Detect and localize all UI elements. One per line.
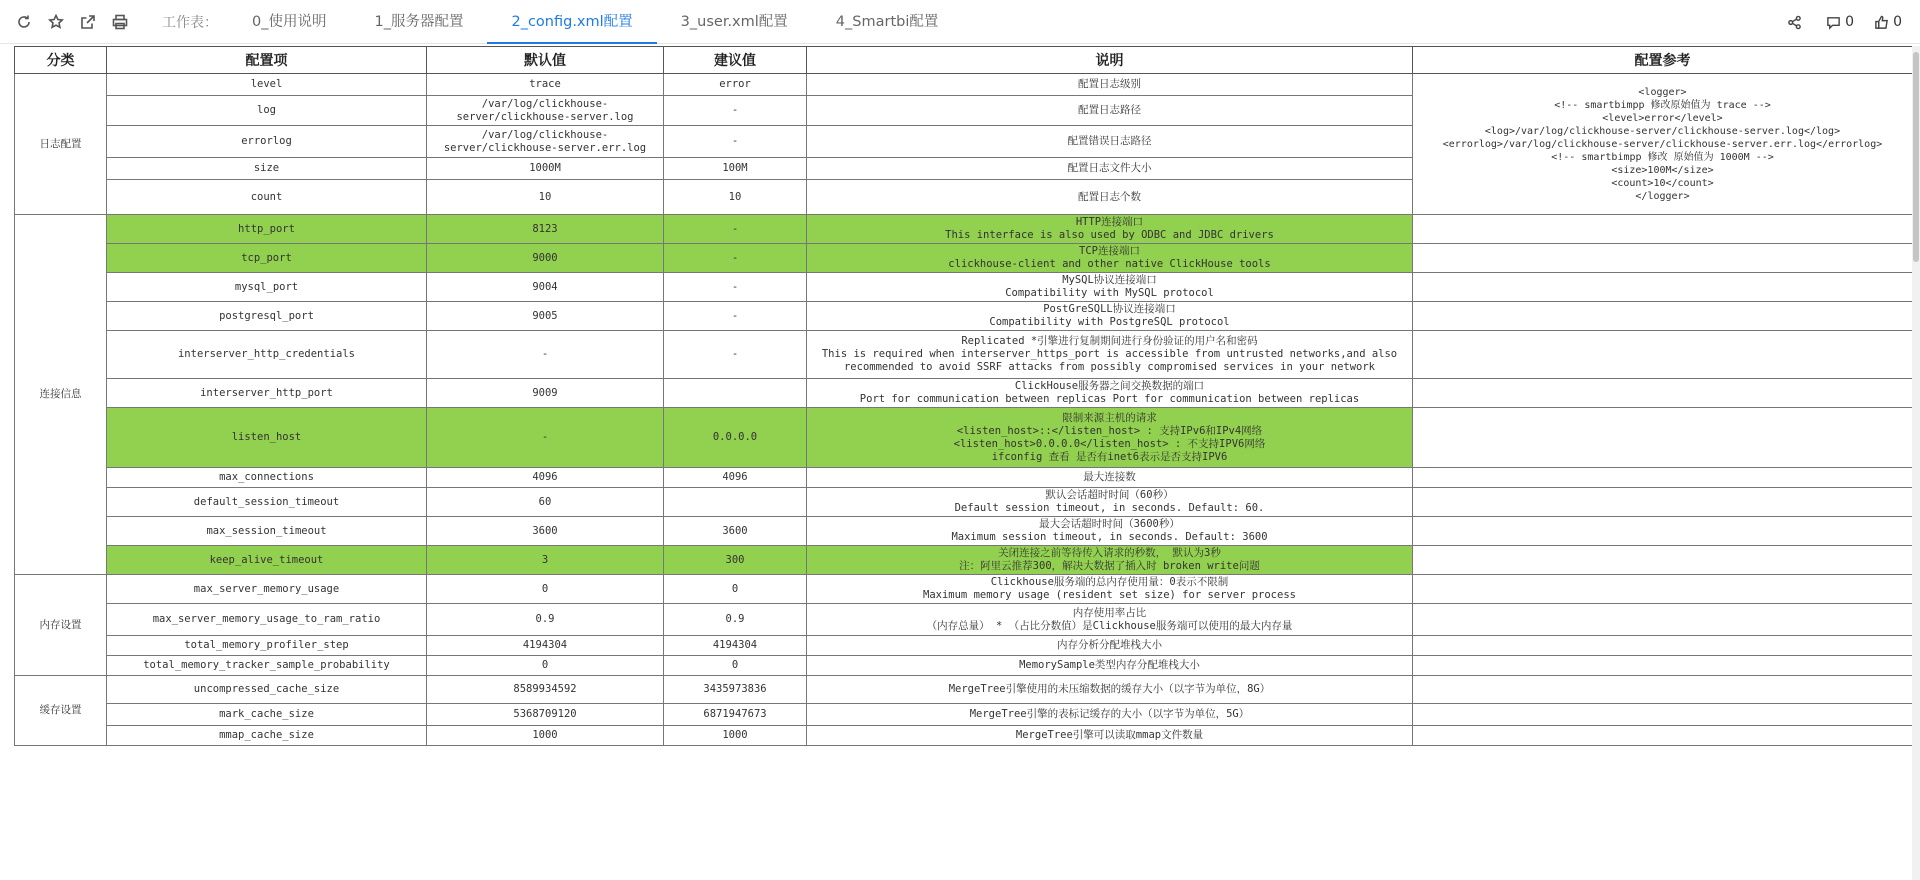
share-button[interactable] [1787, 15, 1806, 30]
suggested-cell[interactable]: - [664, 302, 807, 331]
description-line: PostGreSQLL协议连接端口 [1043, 303, 1176, 315]
description-line: （内存总量） * （占比分数值）是Clickhouse服务端可以使用的最大内存量 [926, 619, 1293, 632]
reference-cell[interactable] [1413, 331, 1913, 379]
thumbs-up-icon [1874, 15, 1889, 30]
comment-count: 0 [1845, 14, 1855, 30]
description-cell[interactable] [807, 488, 1413, 517]
header-reference: 配置参考 [1413, 47, 1913, 74]
description-line: Default session timeout, in seconds. Default: 60. [954, 502, 1265, 514]
description-line: 配置错误日志路径 [1067, 135, 1152, 147]
config-table [14, 46, 1912, 746]
table-row [15, 726, 1913, 746]
description-cell[interactable] [807, 74, 1413, 96]
item-cell[interactable]: interserver_http_credentials [107, 331, 427, 379]
spreadsheet[interactable] [14, 46, 1912, 880]
table-row [15, 379, 1913, 408]
reference-xml: <logger> <!-- smartbimpp 修改原始值为 trace --> <level>error</level> <log>/var/log/clickhouse-server/clickhouse-server.log</log> <errorlog>/var/log/clickhouse-server/clickhouse-server.err.log</errorlog> <!-- smartbimpp 修改 原始值为 1000M --> <size>100M</size> <count>10</count> </logger> [1442, 86, 1883, 202]
open-external-icon[interactable] [78, 12, 98, 32]
description-line: 配置日志个数 [1078, 190, 1141, 203]
description-line: 注：阿里云推荐300，解决大数据了插入时 broken write问题 [959, 560, 1260, 572]
description-cell[interactable] [807, 575, 1413, 604]
default-cell[interactable]: 4096 [427, 468, 664, 488]
share-icon [1787, 15, 1802, 30]
tab-server-config[interactable]: 1_服务器配置 [374, 13, 464, 30]
reference-cell[interactable] [1413, 302, 1913, 331]
description-cell[interactable] [807, 379, 1413, 408]
description-line: 内存分析分配堆栈大小 [1057, 639, 1162, 651]
default-cell[interactable]: /var/log/clickhouse-server/clickhouse-server.err.log [427, 126, 664, 158]
default-cell[interactable]: 1000 [427, 726, 664, 746]
description-line: MergeTree引擎可以读取mmap文件数量 [1015, 729, 1204, 741]
reference-cell[interactable] [1413, 244, 1913, 273]
default-cell[interactable]: 0 [427, 575, 664, 604]
item-cell[interactable]: mysql_port [107, 273, 427, 302]
description-cell[interactable] [807, 126, 1413, 158]
item-cell[interactable]: tcp_port [107, 244, 427, 273]
tab-smartbi-config[interactable]: 4_Smartbi配置 [835, 13, 939, 30]
reference-cell[interactable] [1413, 273, 1913, 302]
description-cell[interactable] [807, 302, 1413, 331]
default-cell[interactable]: 5368709120 [427, 704, 664, 726]
description-cell[interactable] [807, 726, 1413, 746]
default-cell[interactable]: 3 [427, 546, 664, 575]
default-cell[interactable]: 0.9 [427, 604, 664, 636]
suggested-cell[interactable]: error [664, 74, 807, 96]
table-row [15, 704, 1913, 726]
tab-usage[interactable]: 0_使用说明 [252, 13, 327, 30]
reference-cell[interactable] [1413, 676, 1913, 704]
table-row [15, 546, 1913, 575]
suggested-cell[interactable] [664, 379, 807, 408]
suggested-cell[interactable]: - [664, 215, 807, 244]
item-cell[interactable]: size [107, 158, 427, 180]
description-cell[interactable] [807, 158, 1413, 180]
header-suggested: 建议值 [664, 47, 807, 74]
reference-cell[interactable] [1413, 408, 1913, 468]
default-cell[interactable]: 60 [427, 488, 664, 517]
reference-cell[interactable] [1413, 379, 1913, 408]
header-description: 说明 [807, 47, 1413, 74]
default-cell[interactable]: trace [427, 74, 664, 96]
suggested-cell[interactable]: 0.0.0.0 [664, 408, 807, 468]
suggested-cell[interactable]: 300 [664, 546, 807, 575]
item-cell[interactable]: max_server_memory_usage [107, 575, 427, 604]
table-row [15, 676, 1913, 704]
tab-user-xml[interactable]: 3_user.xml配置 [680, 13, 788, 30]
table-row [15, 468, 1913, 488]
toolbar-icons [0, 12, 136, 32]
item-cell[interactable]: count [107, 180, 427, 215]
description-cell[interactable] [807, 331, 1413, 379]
description-line: 默认会话超时时间（60秒） [1045, 489, 1174, 501]
suggested-cell[interactable]: - [664, 244, 807, 273]
description-line: Compatibility with MySQL protocol [1005, 287, 1214, 299]
description-line: 最大连接数 [1083, 471, 1136, 483]
description-cell[interactable] [807, 408, 1413, 468]
table-row [15, 74, 1913, 96]
item-cell[interactable]: errorlog [107, 126, 427, 158]
suggested-cell[interactable]: 3600 [664, 517, 807, 546]
default-cell[interactable]: 1000M [427, 158, 664, 180]
description-cell[interactable] [807, 546, 1413, 575]
scrollbar-thumb[interactable] [1913, 52, 1919, 262]
suggested-cell[interactable]: 3435973836 [664, 676, 807, 704]
default-cell[interactable]: 8589934592 [427, 676, 664, 704]
description-cell[interactable] [807, 604, 1413, 636]
description-cell[interactable] [807, 704, 1413, 726]
description-line: MySQL协议连接端口 [1062, 274, 1157, 286]
like-button[interactable] [1874, 14, 1902, 30]
item-cell[interactable]: default_session_timeout [107, 488, 427, 517]
reference-cell[interactable] [1413, 468, 1913, 488]
table-row [15, 575, 1913, 604]
item-cell[interactable]: mmap_cache_size [107, 726, 427, 746]
table-row [15, 517, 1913, 546]
item-cell[interactable]: total_memory_tracker_sample_probability [107, 656, 427, 676]
item-cell[interactable]: uncompressed_cache_size [107, 676, 427, 704]
vertical-scrollbar[interactable] [1912, 46, 1920, 880]
description-line: Replicated *引擎进行复制期间进行身份验证的用户名和密码 [961, 335, 1258, 347]
description-line: 配置日志文件大小 [1067, 162, 1152, 174]
suggested-cell[interactable]: 10 [664, 180, 807, 215]
description-line: MergeTree引擎使用的未压缩数据的缓存大小（以字节为单位，8G） [948, 683, 1271, 695]
reference-cell[interactable] [1413, 604, 1913, 636]
reference-cell[interactable] [1413, 636, 1913, 656]
suggested-cell[interactable]: 1000 [664, 726, 807, 746]
category-cell[interactable]: 缓存设置 [15, 676, 107, 746]
description-cell[interactable] [807, 636, 1413, 656]
description-cell[interactable] [807, 517, 1413, 546]
description-line: Maximum session timeout, in seconds. Default: 3600 [951, 531, 1268, 543]
description-cell[interactable] [807, 273, 1413, 302]
item-cell[interactable]: max_session_timeout [107, 517, 427, 546]
table-row [15, 244, 1913, 273]
default-cell[interactable]: /var/log/clickhouse-server/clickhouse-server.log [427, 96, 664, 126]
item-cell[interactable]: total_memory_profiler_step [107, 636, 427, 656]
default-cell[interactable]: 9000 [427, 244, 664, 273]
suggested-cell[interactable]: - [664, 96, 807, 126]
description-cell[interactable] [807, 676, 1413, 704]
right-tools [1767, 0, 1902, 44]
reference-cell[interactable] [1413, 517, 1913, 546]
default-cell[interactable]: 10 [427, 180, 664, 215]
reference-cell[interactable] [1413, 215, 1913, 244]
description-line: Port for communication between replicas Port for communication between replicas [859, 393, 1360, 405]
description-line: This interface is also used by ODBC and JDBC drivers [945, 229, 1274, 241]
suggested-cell[interactable]: 0 [664, 575, 807, 604]
item-cell[interactable]: interserver_http_port [107, 379, 427, 408]
sheet-label: 工作表： [162, 14, 218, 31]
reference-cell[interactable] [1413, 488, 1913, 517]
table-row [15, 408, 1913, 468]
comment-icon [1826, 15, 1841, 30]
default-cell[interactable]: 3600 [427, 517, 664, 546]
table-row [15, 488, 1913, 517]
print-icon[interactable] [110, 12, 130, 32]
description-line: 配置日志级别 [1078, 78, 1141, 90]
description-line: MemorySample类型内存分配堆栈大小 [1019, 659, 1200, 671]
default-cell[interactable]: 8123 [427, 215, 664, 244]
category-cell[interactable]: 内存设置 [15, 575, 107, 676]
reference-cell[interactable] [1413, 726, 1913, 746]
header-default: 默认值 [427, 47, 664, 74]
description-line: 限制来源主机的请求 [1062, 411, 1157, 424]
description-line: MergeTree引擎的表标记缓存的大小（以字节为单位，5G） [969, 708, 1250, 720]
sheet-tabs [228, 0, 962, 44]
suggested-cell[interactable]: 100M [664, 158, 807, 180]
description-cell[interactable] [807, 215, 1413, 244]
suggested-cell[interactable]: - [664, 331, 807, 379]
table-row [15, 656, 1913, 676]
default-cell[interactable]: - [427, 331, 664, 379]
item-cell[interactable]: http_port [107, 215, 427, 244]
table-row [15, 215, 1913, 244]
item-cell[interactable]: listen_host [107, 408, 427, 468]
description-line: 关闭连接之前等待传入请求的秒数， 默认为3秒 [998, 547, 1221, 559]
description-line: This is required when interserver_https_port is accessible from untrusted networks,and also [821, 348, 1398, 360]
table-row [15, 302, 1913, 331]
suggested-cell[interactable]: - [664, 126, 807, 158]
description-line: ifconfig 查看 是否有inet6表示是否支持IPV6 [991, 450, 1228, 463]
description-line: 配置日志路径 [1078, 104, 1141, 116]
default-cell[interactable]: 9009 [427, 379, 664, 408]
default-cell[interactable]: 9005 [427, 302, 664, 331]
description-line: Compatibility with PostgreSQL protocol [989, 316, 1230, 328]
default-cell[interactable]: 9004 [427, 273, 664, 302]
item-cell[interactable]: mark_cache_size [107, 704, 427, 726]
item-cell[interactable]: postgresql_port [107, 302, 427, 331]
item-cell[interactable]: level [107, 74, 427, 96]
reference-cell[interactable] [1413, 74, 1913, 215]
table-row [15, 331, 1913, 379]
comment-button[interactable] [1826, 14, 1854, 30]
description-line: ClickHouse服务器之间交换数据的端口 [1014, 380, 1205, 392]
description-line: clickhouse-client and other native ClickHouse tools [948, 258, 1271, 270]
suggested-cell[interactable]: 4194304 [664, 636, 807, 656]
description-line: TCP连接端口 [1079, 245, 1140, 257]
reference-cell[interactable] [1413, 575, 1913, 604]
category-cell[interactable]: 日志配置 [15, 74, 107, 215]
table-row [15, 273, 1913, 302]
default-cell[interactable]: 0 [427, 656, 664, 676]
toolbar [0, 0, 1920, 44]
like-count: 0 [1893, 14, 1902, 30]
item-cell[interactable]: keep_alive_timeout [107, 546, 427, 575]
description-line: <listen_host>0.0.0.0</listen_host> : 不支持IPV6网络 [953, 437, 1266, 450]
suggested-cell[interactable]: - [664, 273, 807, 302]
header-item: 配置项 [107, 47, 427, 74]
reference-cell[interactable] [1413, 704, 1913, 726]
item-cell[interactable]: log [107, 96, 427, 126]
description-cell[interactable] [807, 244, 1413, 273]
description-line: HTTP连接端口 [1075, 216, 1144, 228]
reference-cell[interactable] [1413, 546, 1913, 575]
reference-cell[interactable] [1413, 656, 1913, 676]
description-line: Maximum memory usage (resident set size) for server process [923, 589, 1296, 601]
description-line: <listen_host>::</listen_host> : 支持IPv6和IPv4网络 [956, 424, 1263, 437]
item-cell[interactable]: max_server_memory_usage_to_ram_ratio [107, 604, 427, 636]
star-icon[interactable] [46, 12, 66, 32]
tab-config-xml[interactable]: 2_config.xml配置 [487, 0, 656, 44]
description-line: recommended to avoid SSRF attacks from possibly compromised services in your network [843, 361, 1375, 373]
table-row [15, 636, 1913, 656]
header-category: 分类 [15, 47, 107, 74]
suggested-cell[interactable]: 0 [664, 656, 807, 676]
description-cell[interactable] [807, 180, 1413, 215]
description-line: 内存使用率占比 [1072, 606, 1147, 619]
suggested-cell[interactable]: 0.9 [664, 604, 807, 636]
suggested-cell[interactable] [664, 488, 807, 517]
table-row [15, 604, 1913, 636]
item-cell[interactable]: max_connections [107, 468, 427, 488]
refresh-icon[interactable] [14, 12, 34, 32]
default-cell[interactable]: 4194304 [427, 636, 664, 656]
description-cell[interactable] [807, 468, 1413, 488]
default-cell[interactable]: - [427, 408, 664, 468]
category-cell[interactable]: 连接信息 [15, 215, 107, 575]
suggested-cell[interactable]: 6871947673 [664, 704, 807, 726]
header-row [15, 47, 1913, 74]
description-line: 最大会话超时时间（3600秒） [1039, 518, 1180, 530]
description-line: Clickhouse服务端的总内存使用量：0表示不限制 [990, 576, 1229, 588]
description-cell[interactable] [807, 656, 1413, 676]
suggested-cell[interactable]: 4096 [664, 468, 807, 488]
description-cell[interactable] [807, 96, 1413, 126]
